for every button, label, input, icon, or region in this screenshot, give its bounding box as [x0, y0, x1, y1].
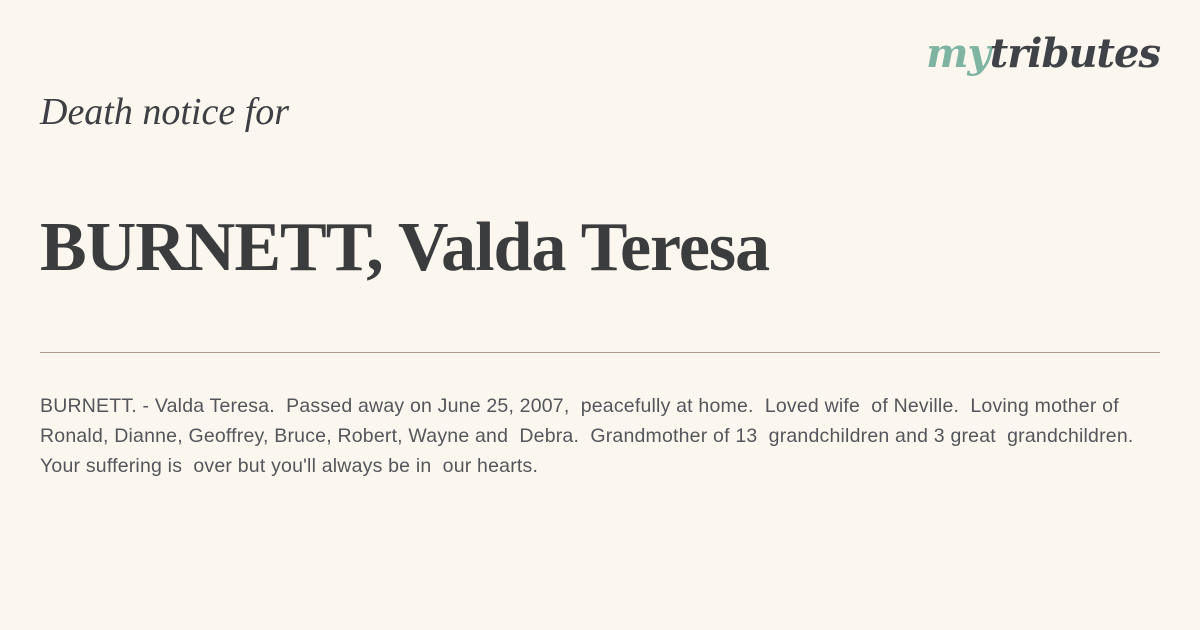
logo-tributes-text: tributes: [989, 30, 1160, 77]
deceased-name-title: BURNETT, Valda Teresa: [40, 209, 770, 286]
death-notice-text: BURNETT. - Valda Teresa. Passed away on June 25, 2007, peacefully at home. Loved wife of Neville. Loving mother of Ronald, Dianne, Geoffrey, Bruce, Robert, Wayne and Debra. Grandmother of 13 grandchildren and 3 great grandchildren. Your suffering is over but you'll always be in our hearts.: [40, 395, 1145, 477]
mytributes-logo: [926, 30, 1160, 77]
divider-line: [40, 352, 1160, 353]
notice-type-label: Death notice for: [40, 91, 290, 133]
logo-my-text: my: [926, 30, 990, 77]
